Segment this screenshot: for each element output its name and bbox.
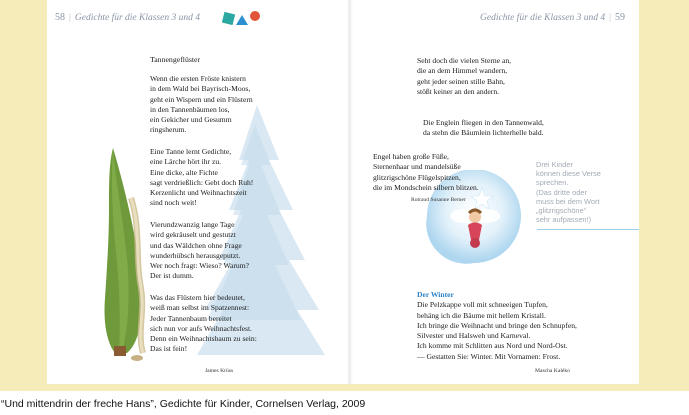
poem-line: — Gestatten Sie: Winter. Mit Vornamen: Frost. (417, 351, 561, 361)
left-page (47, 0, 347, 384)
poem-title: Tannengeflüster (150, 55, 201, 64)
right-running-head: Gedichte für die Klassen 3 und 4 | 59 (480, 12, 625, 23)
poem-line: Die Englein fliegen in den Tannenwald, (423, 118, 544, 127)
poem-author: Mascha Kaléko (535, 368, 570, 374)
poem-line: Eine dicke, alte Fichte (150, 167, 218, 177)
left-header-title: Gedichte für die Klassen 3 und 4 (74, 13, 200, 23)
poem-line: in den Tannenbäumen los, (150, 104, 230, 114)
side-note-line: „glitzrigschöne“ (536, 206, 587, 216)
green-tree-with-scroll-illustration (97, 148, 157, 363)
poem-line: ein Gekicher und Gesumm (150, 115, 232, 125)
engel-stanza (373, 152, 479, 193)
poem-line: Silvester und Halsweh und Karneval. (417, 331, 531, 341)
poem-line: Das ist fein! (150, 344, 188, 354)
poem-line: geht ein Wispern und ein Flüstern (150, 94, 253, 104)
side-note-line: Drei Kinder (536, 160, 573, 169)
poem-line: die im Mondschein silbern blitzen. (373, 182, 479, 192)
poem-line: wird gekräuselt und gestutzt (150, 230, 236, 240)
poem-line: stößt keiner an den andern. (417, 86, 500, 96)
side-note-line: (Das dritte oder (536, 187, 587, 197)
right-page-number: 59 (615, 12, 625, 23)
poem-line: in dem Wald bei Bayrisch-Moos, (150, 84, 251, 94)
poem-line: Wer noch fragt: Wieso? Warum? (150, 261, 249, 271)
poem-line: Jeder Tannenbaum bereitet (150, 313, 232, 323)
poem-line: Ich komme mit Schlitten aus Nord und Nord-Ost. (417, 341, 568, 351)
poem-line: ringsherum. (150, 125, 187, 135)
poem-line: Was das Flüstern hier bedeutet, (150, 293, 245, 302)
poem-line: eine Lärche hört ihr zu. (150, 157, 222, 167)
winter-poem (417, 290, 577, 362)
side-note-line: können diese Verse (536, 169, 601, 179)
decorative-shapes-icon (222, 10, 262, 26)
poem-line: sagt verdrießlich: Gebt doch Ruh! (150, 177, 254, 187)
poem-line: Seht doch die vielen Sterne an, (417, 56, 512, 65)
right-header-title: Gedichte für die Klassen 3 und 4 (480, 13, 606, 23)
right-page (353, 0, 639, 384)
poem-line: glitzrigschöne Flügelspitzen, (373, 172, 461, 182)
image-caption: “Und mittendrin der freche Hans”, Gedichte für Kinder, Cornelsen Verlag, 2009 (1, 398, 366, 410)
poem-stanza-1 (150, 74, 253, 136)
poem-author: James Krüss (205, 368, 234, 374)
poem-stanza-3 (150, 220, 249, 282)
side-note (536, 160, 626, 224)
poem-stanza-4 (150, 293, 257, 355)
poem-line: geht jeder seinen stille Bahn, (417, 76, 505, 86)
side-note-line: sehr aufpassen!) (536, 215, 592, 225)
poem-line: Ich bringe die Weihnacht und bringe den Schnupfen, (417, 320, 577, 330)
poem-line: wunderhübsch herausgeputzt. (150, 250, 241, 260)
side-note-divider (537, 229, 639, 230)
poem-line: Eine Tanne lernt Gedichte, (150, 147, 232, 156)
poem-line: Wenn die ersten Fröste knistern (150, 74, 246, 83)
poem-line: behäng ich die Bäume mit hellem Kristall. (417, 310, 546, 320)
poem-line: Vierundzwanzig lange Tage (150, 220, 235, 229)
left-page-number: 58 (55, 12, 65, 23)
poem-line: sich nun vor aufs Weihnachtsfest. (150, 323, 252, 333)
side-note-line: muss bei dem Wort (536, 196, 600, 206)
stars-stanza (417, 56, 511, 97)
poem-line: da stehn die Bäumlein lichterhelle bald. (423, 128, 544, 138)
poem-line: und das Wäldchen ohne Frage (150, 240, 242, 250)
left-running-head: 58 | Gedichte für die Klassen 3 und 4 (55, 12, 200, 23)
winter-poem-title: Der Winter (417, 290, 454, 299)
poem-line: Denn ein Weihnachtsbaum zu sein: (150, 334, 257, 344)
poem-line: Sternenhaar und mandelsüße (373, 162, 461, 172)
poem-line: Der ist dumm. (150, 271, 194, 281)
poem-stanza-2 (150, 147, 253, 209)
poem-author: Rotraud Susanne Berner (411, 197, 466, 203)
poem-line: Kerzenlicht und Weihnachtszeit (150, 188, 247, 198)
poem-line: sind noch weit! (150, 198, 197, 208)
side-note-line: sprechen. (536, 178, 569, 188)
angels-stanza (423, 118, 544, 139)
poem-line: Engel haben große Füße, (373, 152, 449, 161)
poem-line: Die Pelzkappe voll mit schneeigen Tupfen, (417, 300, 548, 310)
poem-line: die an dem Himmel wandern, (417, 66, 508, 76)
poem-line: weiß man selbst im Spatzennest: (150, 303, 250, 313)
